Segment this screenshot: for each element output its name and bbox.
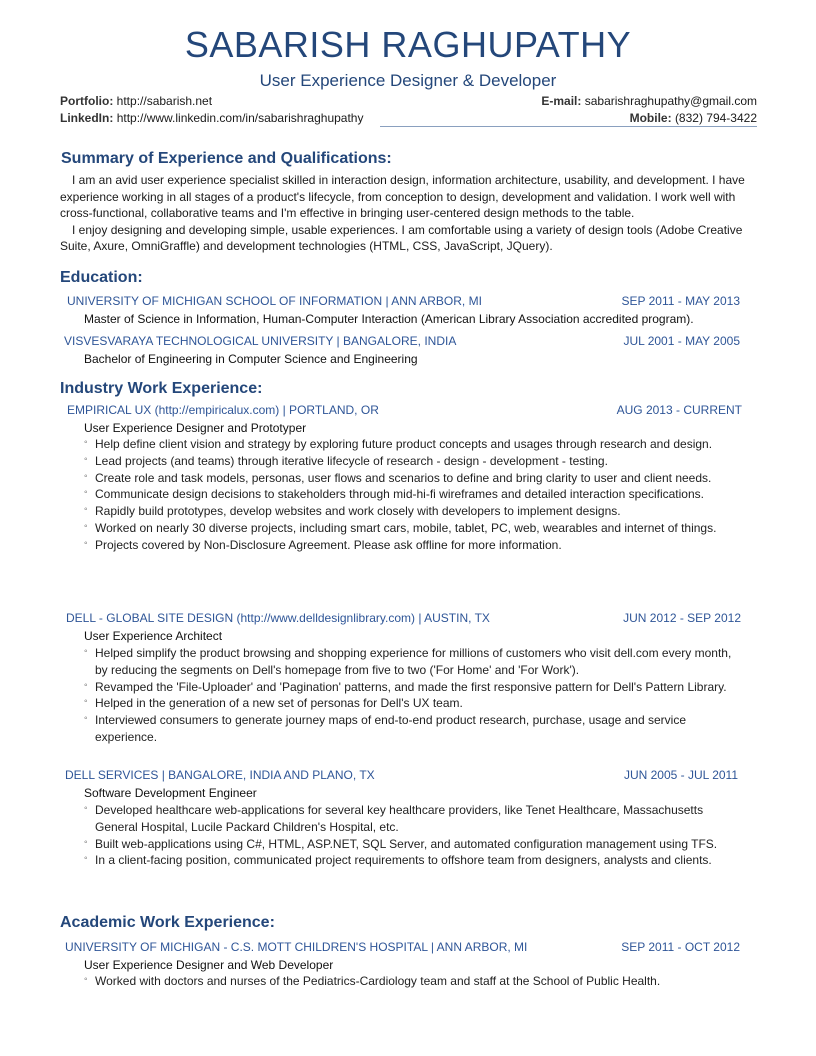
job-dates: SEP 2011 - OCT 2012 [621, 940, 740, 954]
job-bullets [84, 802, 744, 869]
education-heading: Education: [60, 269, 143, 286]
job-org: DELL - GLOBAL SITE DESIGN (http://www.delldesignlibrary.com) | AUSTIN, TX [66, 611, 490, 625]
education-org: UNIVERSITY OF MICHIGAN SCHOOL OF INFORMATION | ANN ARBOR, MI [67, 294, 482, 308]
industry-heading: Industry Work Experience: [60, 380, 263, 397]
list-item: ◦ Helped simplify the product browsing and shopping experience for millions of customers who visit dell.com every month, by reducing the segments on Dell's homepage from five to two ('For Home' and 'For Work'). [84, 645, 744, 679]
contact-row-1 [60, 94, 757, 108]
job-org: EMPIRICAL UX (http://empiricalux.com) | PORTLAND, OR [67, 403, 379, 417]
list-item: ◦ Revamped the 'File-Uploader' and 'Pagination' patterns, and made the first responsive pattern for Dell's Pattern Library. [84, 679, 744, 696]
linkedin-link[interactable]: http://www.linkedin.com/in/sabarishraghupathy [116, 111, 364, 125]
mobile-number: (832) 794-3422 [674, 111, 757, 125]
portfolio-link[interactable]: http://sabarish.net [116, 94, 213, 108]
job-bullets [84, 645, 744, 746]
contact-row-2 [60, 111, 757, 125]
mobile-group [630, 111, 757, 125]
portfolio-label: Portfolio: [60, 94, 114, 108]
list-item: ◦ Lead projects (and teams) through iterative lifecycle of research - design - development - testing. [84, 453, 744, 470]
list-item: ◦ Worked on nearly 30 diverse projects, including smart cars, mobile, tablet, PC, web, wearables and internet of things. [84, 520, 744, 537]
linkedin-label: LinkedIn: [60, 111, 114, 125]
summary-paragraph-2: I enjoy designing and developing simple, usable experiences. I am comfortable using a variety of design tools (Adobe Creative Suite, Axure, OmniGraffle) and development technologies (HTML, CSS, JavaScript, JQuery). [60, 222, 743, 253]
header-divider [380, 126, 757, 127]
list-item: ◦ Projects covered by Non-Disclosure Agreement. Please ask offline for more information. [84, 537, 744, 554]
list-item: ◦ Helped in the generation of a new set of personas for Dell's UX team. [84, 695, 744, 712]
job-role: User Experience Designer and Web Developer [84, 958, 334, 972]
list-item: ◦ Built web-applications using C#, HTML, ASP.NET, SQL Server, and automated configuration management using TFS. [84, 836, 744, 853]
email-link[interactable]: sabarishraghupathy@gmail.com [584, 94, 757, 108]
job-bullets [84, 436, 744, 554]
email-label: E-mail: [541, 94, 582, 108]
job-role: Software Development Engineer [84, 786, 257, 800]
education-dates: SEP 2011 - MAY 2013 [621, 294, 740, 308]
mobile-label: Mobile: [629, 111, 672, 125]
education-degree: Master of Science in Information, Human-Computer Interaction (American Library Association accredited program). [84, 312, 694, 326]
job-role: User Experience Architect [84, 629, 223, 643]
job-org: UNIVERSITY OF MICHIGAN - C.S. MOTT CHILDREN'S HOSPITAL | ANN ARBOR, MI [65, 940, 528, 954]
list-item: ◦ Worked with doctors and nurses of the Pediatrics-Cardiology team and staff at the School of Public Health. [84, 973, 744, 990]
list-item: ◦ In a client-facing position, communicated project requirements to offshore team from designers, analysts and clients. [84, 852, 744, 869]
education-dates: JUL 2001 - MAY 2005 [623, 334, 740, 348]
job-role: User Experience Designer and Prototyper [84, 421, 307, 435]
job-dates: JUN 2012 - SEP 2012 [623, 611, 741, 625]
summary-text [60, 172, 757, 255]
education-degree: Bachelor of Engineering in Computer Science and Engineering [84, 352, 418, 366]
list-item: ◦ Help define client vision and strategy by exploring future product concepts and usages through research and design. [84, 436, 744, 453]
list-item: ◦ Communicate design decisions to stakeholders through mid-hi-fi wireframes and detailed interaction specifications. [84, 486, 744, 503]
list-item: ◦ Developed healthcare web-applications for several key healthcare providers, like Tenet Healthcare, Massachusetts General Hospital, Lucile Packard Children's Hospital, etc. [84, 802, 744, 836]
job-org: DELL SERVICES | BANGALORE, INDIA AND PLANO, TX [65, 768, 375, 782]
email-group [541, 94, 757, 108]
summary-heading: Summary of Experience and Qualifications: [61, 150, 392, 167]
summary-paragraph-1: I am an avid user experience specialist skilled in interaction design, information architecture, usability, and development. I have experience working in all stages of a product's lifecycle, from conception to design, development and validation. I work well with cross-functional, collaborative teams and I'm effective in bringing user-centered design methods to the table. [60, 173, 745, 220]
resume-tagline: User Experience Designer & Developer [259, 71, 557, 90]
education-org: VISVESVARAYA TECHNOLOGICAL UNIVERSITY | BANGALORE, INDIA [64, 334, 457, 348]
list-item: ◦ Interviewed consumers to generate journey maps of end-to-end product research, purchase, usage and service experience. [84, 712, 744, 746]
job-dates: AUG 2013 - CURRENT [616, 403, 742, 417]
job-bullets [84, 973, 744, 990]
list-item: ◦ Rapidly build prototypes, develop websites and work closely with developers to implement designs. [84, 503, 744, 520]
list-item: ◦ Create role and task models, personas, user flows and scenarios to define and bring clarity to user and client needs. [84, 470, 744, 487]
resume-name: SABARISH RAGHUPATHY [184, 24, 632, 65]
job-dates: JUN 2005 - JUL 2011 [623, 768, 738, 782]
academic-heading: Academic Work Experience: [60, 914, 275, 931]
